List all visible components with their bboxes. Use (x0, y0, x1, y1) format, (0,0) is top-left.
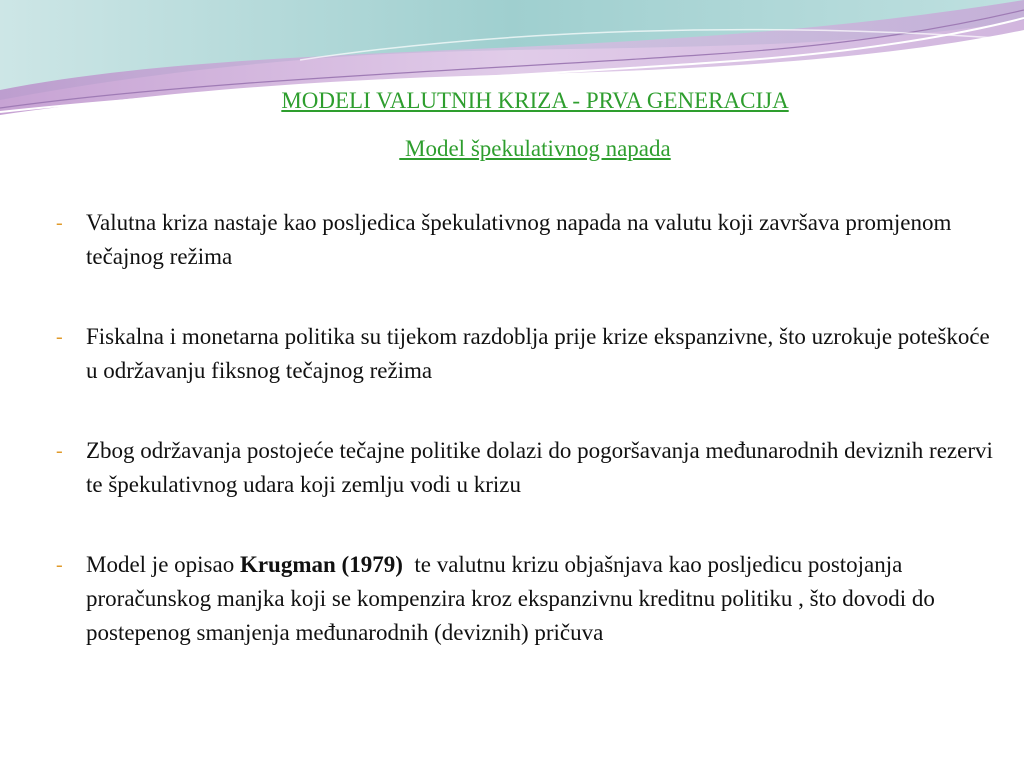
bullet-item (56, 434, 1006, 502)
bullet-marker: - (56, 440, 63, 462)
bullet-marker: - (56, 326, 63, 348)
bullet-marker: - (56, 212, 63, 234)
bullet-list (56, 206, 1006, 696)
bullet-text: Fiskalna i monetarna politika su tijekom razdoblja prije krize ekspanzivne, što uzrokuje poteškoće u održavanju fiksnog tečajnog režima (86, 324, 990, 383)
bullet-text-bold-citation: Krugman (1979) (239, 552, 403, 577)
bullet-item (56, 548, 1006, 650)
slide-title: MODELI VALUTNIH KRIZA - PRVA GENERACIJA (281, 88, 789, 113)
slide-subtitle: Model špekulativnog napada (399, 136, 671, 161)
bullet-text-after: te valutnu krizu objašnjava kao posljedicu postojanja proračunskog manjka koji se kompenzira kroz ekspanzivnu kreditnu politiku , što dovodi do postepenog smanjenja međunarodnih (deviznih) pričuva (86, 552, 941, 645)
bullet-item (56, 320, 1006, 388)
bullet-marker: - (56, 554, 63, 576)
bullet-text-before: Model je opisao (86, 552, 240, 577)
title-block (0, 84, 1024, 166)
bullet-text: Zbog održavanja postojeće tečajne politike dolazi do pogoršavanja međunarodnih deviznih rezervi te špekulativnog udara koji zemlju vodi u krizu (86, 438, 993, 497)
bullet-item (56, 206, 1006, 274)
bullet-text: Valutna kriza nastaje kao posljedica špekulativnog napada na valutu koji završava promjenom tečajnog režima (86, 210, 952, 269)
